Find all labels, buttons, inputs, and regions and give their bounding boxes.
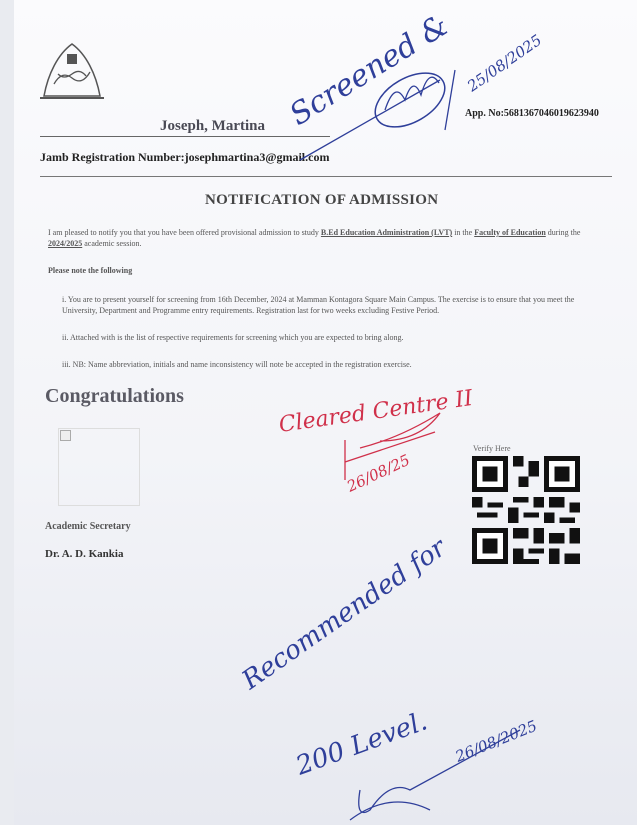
- handwritten-cleared-date: 26/08/25: [344, 450, 413, 496]
- signatory-role: Academic Secretary: [45, 521, 131, 532]
- handwritten-level: 200 Level.: [292, 706, 432, 782]
- handwritten-screened: Screened &: [283, 7, 455, 133]
- handwritten-recommended: Recommended for: [236, 532, 452, 696]
- handwritten-screened-date: 25/08/2025: [463, 30, 546, 96]
- programme-name: B.Ed Education Administration (LVT): [320, 228, 453, 237]
- jamb-registration: Jamb Registration Number:josephmartina3@gmail.com: [40, 150, 330, 164]
- note-item: iii. NB: Name abbreviation, initials and name inconsistency will note be accepted in the registration exercise.: [62, 360, 412, 369]
- session: 2024/2025: [48, 239, 83, 248]
- handwritten-recommended-date: 26/08/2025: [452, 716, 540, 766]
- applicant-name: Joseph, Martina: [160, 118, 265, 134]
- verify-label: Verify Here: [473, 444, 511, 453]
- application-number: App. No:5681367046019623940: [465, 108, 599, 119]
- page-title: NOTIFICATION OF ADMISSION: [205, 192, 439, 208]
- signatory-name: Dr. A. D. Kankia: [45, 548, 124, 560]
- note-heading: Please note the following: [48, 266, 133, 275]
- note-item: ii. Attached with is the list of respective requirements for screening which you are expected to bring along.: [62, 333, 404, 342]
- note-item: i. You are to present yourself for screening from 16th December, 2024 at Mamman Kontagora Square Main Campus. The exercise is to ensure that you meet the University, Department and Programme entry requirements. Registration last for two weeks excluding Festive Period.: [62, 295, 575, 315]
- intro-paragraph: I am pleased to notify you that you have been offered provisional admission to study B.Ed Education Administration (LVT) in the Faculty of Education during the 2024/2025 academic session.: [48, 228, 581, 248]
- congratulations-heading: Congratulations: [45, 385, 184, 407]
- faculty-name: Faculty of Education: [474, 228, 546, 237]
- handwritten-cleared: Cleared Centre II: [277, 385, 475, 438]
